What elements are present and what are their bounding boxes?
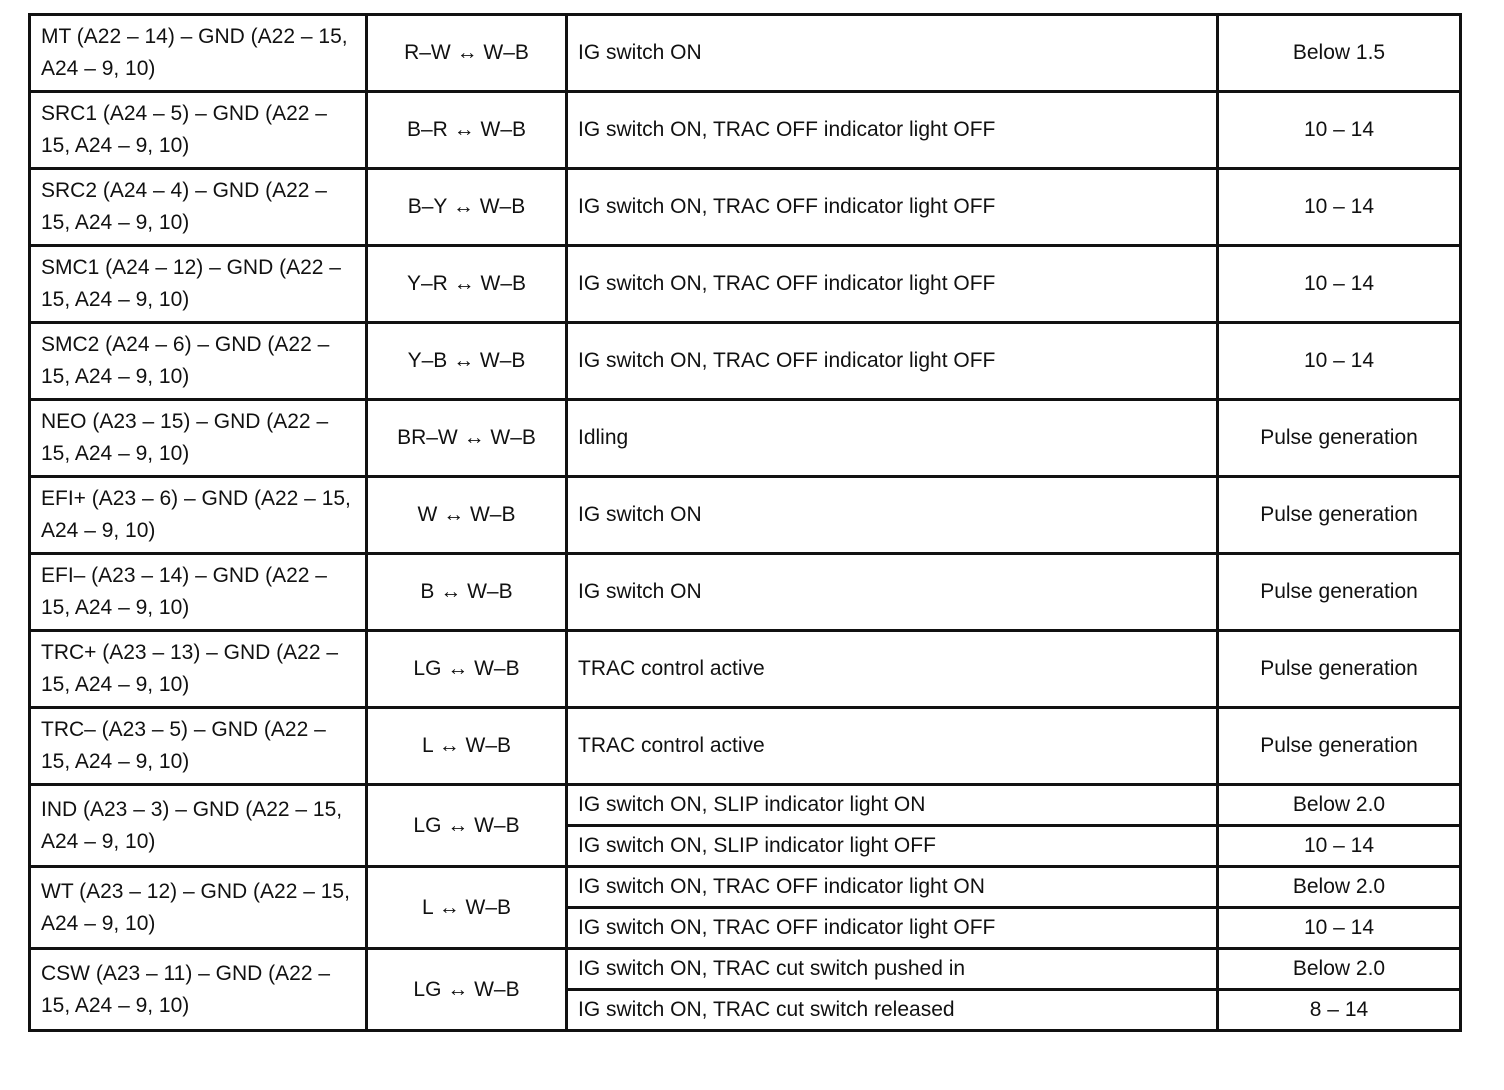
table-row: [30, 785, 1461, 826]
wiring-color-cell: B ↔ W–B: [367, 554, 567, 631]
table-row: [30, 169, 1461, 246]
specified-value-cell: Pulse generation: [1218, 708, 1461, 785]
table-row: [30, 246, 1461, 323]
condition-cell: IG switch ON, SLIP indicator light OFF: [567, 826, 1218, 867]
condition-cell: IG switch ON, TRAC OFF indicator light ON: [567, 867, 1218, 908]
specified-value-cell: 10 – 14: [1218, 246, 1461, 323]
wiring-color-cell: Y–R ↔ W–B: [367, 246, 567, 323]
table-row: [30, 15, 1461, 92]
table-row: [30, 477, 1461, 554]
table-row: [30, 708, 1461, 785]
specified-value-cell: 10 – 14: [1218, 323, 1461, 400]
specified-value-cell: Below 2.0: [1218, 785, 1461, 826]
wiring-color-cell: Y–B ↔ W–B: [367, 323, 567, 400]
wiring-color-cell: L ↔ W–B: [367, 708, 567, 785]
table-row: [30, 554, 1461, 631]
specified-value-cell: Below 2.0: [1218, 949, 1461, 990]
terminal-cell: SRC1 (A24 – 5) – GND (A22 – 15, A24 – 9, 10): [30, 92, 367, 169]
condition-cell: IG switch ON, SLIP indicator light ON: [567, 785, 1218, 826]
specified-value-cell: Pulse generation: [1218, 631, 1461, 708]
specified-value-cell: 8 – 14: [1218, 990, 1461, 1031]
specified-value-cell: Pulse generation: [1218, 554, 1461, 631]
table-body: [30, 15, 1461, 1031]
condition-cell: IG switch ON: [567, 554, 1218, 631]
table-row: [30, 631, 1461, 708]
condition-cell: IG switch ON, TRAC OFF indicator light OFF: [567, 246, 1218, 323]
terminal-spec-table: [28, 13, 1462, 1032]
table-row: [30, 92, 1461, 169]
table-row: [30, 323, 1461, 400]
terminal-cell: TRC+ (A23 – 13) – GND (A22 – 15, A24 – 9, 10): [30, 631, 367, 708]
condition-cell: Idling: [567, 400, 1218, 477]
condition-cell: TRAC control active: [567, 631, 1218, 708]
specified-value-cell: 10 – 14: [1218, 169, 1461, 246]
terminal-cell: NEO (A23 – 15) – GND (A22 – 15, A24 – 9, 10): [30, 400, 367, 477]
terminal-cell: EFI+ (A23 – 6) – GND (A22 – 15, A24 – 9, 10): [30, 477, 367, 554]
terminal-cell: SMC2 (A24 – 6) – GND (A22 – 15, A24 – 9, 10): [30, 323, 367, 400]
terminal-cell: SMC1 (A24 – 12) – GND (A22 – 15, A24 – 9, 10): [30, 246, 367, 323]
table-row: [30, 949, 1461, 990]
specified-value-cell: 10 – 14: [1218, 826, 1461, 867]
terminal-cell: CSW (A23 – 11) – GND (A22 – 15, A24 – 9, 10): [30, 949, 367, 1031]
condition-cell: IG switch ON, TRAC OFF indicator light OFF: [567, 323, 1218, 400]
terminal-cell: IND (A23 – 3) – GND (A22 – 15, A24 – 9, 10): [30, 785, 367, 867]
wiring-color-cell: LG ↔ W–B: [367, 949, 567, 1031]
wiring-color-cell: LG ↔ W–B: [367, 785, 567, 867]
specified-value-cell: 10 – 14: [1218, 908, 1461, 949]
specified-value-cell: 10 – 14: [1218, 92, 1461, 169]
specified-value-cell: Pulse generation: [1218, 400, 1461, 477]
wiring-color-cell: B–Y ↔ W–B: [367, 169, 567, 246]
terminal-cell: MT (A22 – 14) – GND (A22 – 15, A24 – 9, 10): [30, 15, 367, 92]
specified-value-cell: Below 1.5: [1218, 15, 1461, 92]
condition-cell: IG switch ON, TRAC cut switch released: [567, 990, 1218, 1031]
wiring-color-cell: B–R ↔ W–B: [367, 92, 567, 169]
specified-value-cell: Below 2.0: [1218, 867, 1461, 908]
wiring-color-cell: R–W ↔ W–B: [367, 15, 567, 92]
condition-cell: IG switch ON, TRAC cut switch pushed in: [567, 949, 1218, 990]
terminal-cell: WT (A23 – 12) – GND (A22 – 15, A24 – 9, 10): [30, 867, 367, 949]
wiring-color-cell: W ↔ W–B: [367, 477, 567, 554]
terminal-cell: SRC2 (A24 – 4) – GND (A22 – 15, A24 – 9, 10): [30, 169, 367, 246]
wiring-color-cell: LG ↔ W–B: [367, 631, 567, 708]
condition-cell: IG switch ON, TRAC OFF indicator light OFF: [567, 908, 1218, 949]
condition-cell: IG switch ON: [567, 477, 1218, 554]
condition-cell: IG switch ON, TRAC OFF indicator light OFF: [567, 169, 1218, 246]
wiring-color-cell: BR–W ↔ W–B: [367, 400, 567, 477]
table-row: [30, 867, 1461, 908]
terminal-cell: TRC– (A23 – 5) – GND (A22 – 15, A24 – 9, 10): [30, 708, 367, 785]
table-row: [30, 400, 1461, 477]
condition-cell: IG switch ON: [567, 15, 1218, 92]
specified-value-cell: Pulse generation: [1218, 477, 1461, 554]
condition-cell: IG switch ON, TRAC OFF indicator light OFF: [567, 92, 1218, 169]
wiring-color-cell: L ↔ W–B: [367, 867, 567, 949]
condition-cell: TRAC control active: [567, 708, 1218, 785]
terminal-cell: EFI– (A23 – 14) – GND (A22 – 15, A24 – 9, 10): [30, 554, 367, 631]
